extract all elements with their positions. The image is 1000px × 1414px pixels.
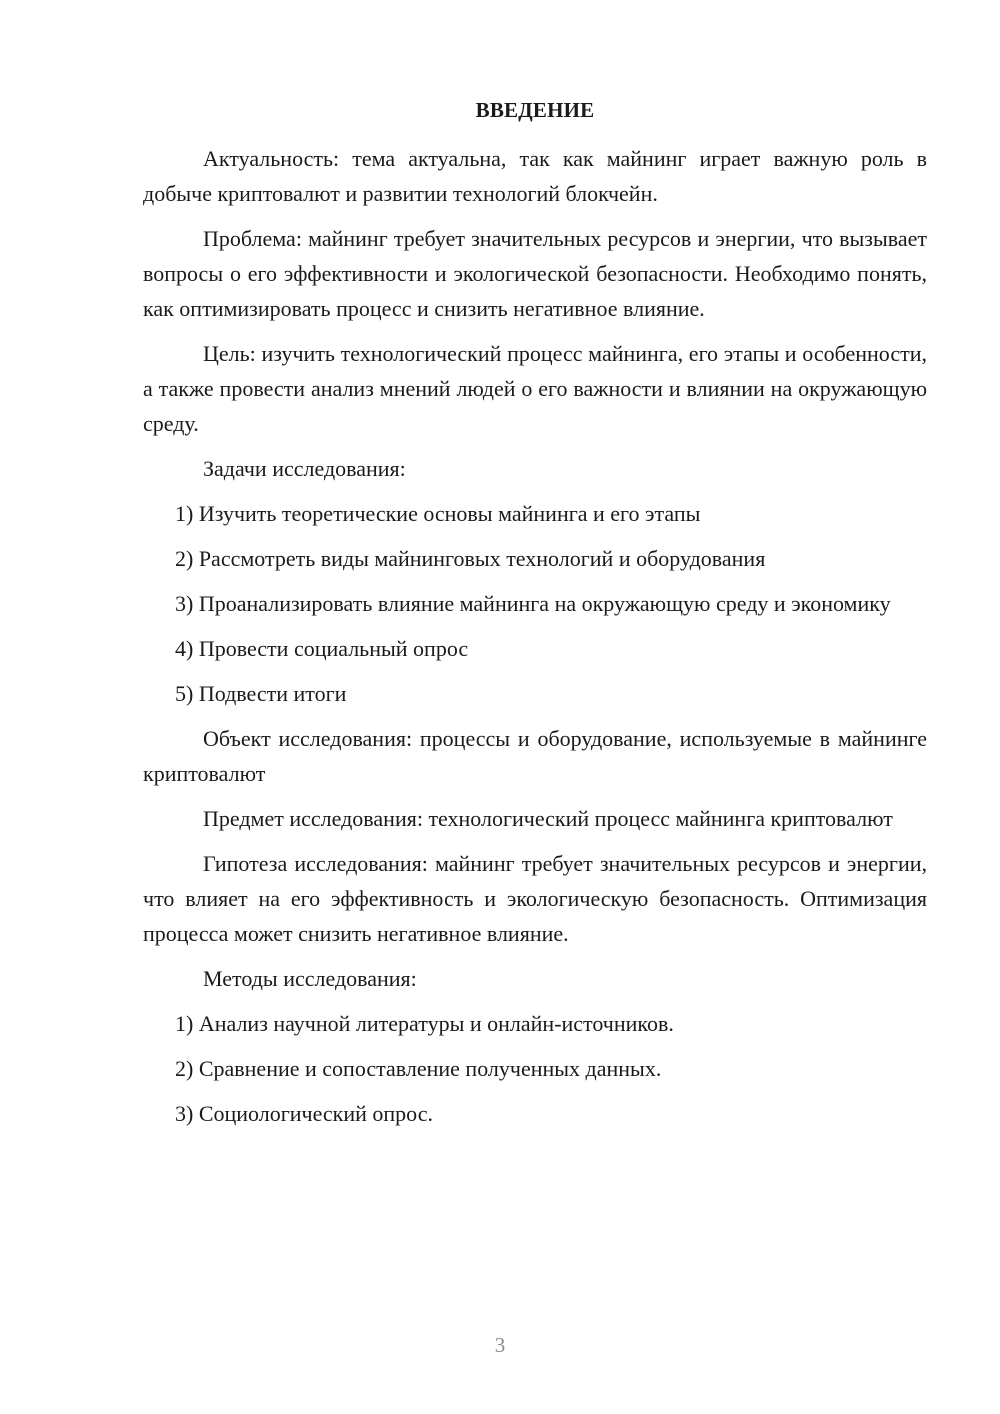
paragraph-relevance: Актуальность: тема актуальна, так как майнинг играет важную роль в добыче криптовалют и развитии технологий блокчейн. <box>143 146 927 206</box>
paragraph-problem: Проблема: майнинг требует значительных ресурсов и энергии, что вызывает вопросы о его эффективности и экологической безопасности. Необходимо понять, как оптимизировать процесс и снизить негативное влияние. <box>143 226 927 321</box>
method-item: 2) Сравнение и сопоставление полученных данных. <box>175 1056 662 1081</box>
task-item: 1) Изучить теоретические основы майнинга и его этапы <box>175 501 701 526</box>
paragraph-object: Объект исследования: процессы и оборудование, используемые в майнинге криптовалют <box>143 726 927 786</box>
section-title: ВВЕДЕНИЕ <box>475 98 595 122</box>
tasks-heading: Задачи исследования: <box>203 456 406 481</box>
paragraph-goal: Цель: изучить технологический процесс майнинга, его этапы и особенности, а также провести анализ мнений людей о его важности и влиянии на окружающую среду. <box>143 341 927 436</box>
task-item: 3) Проанализировать влияние майнинга на окружающую среду и экономику <box>175 591 891 616</box>
paragraph-hypothesis: Гипотеза исследования: майнинг требует значительных ресурсов и энергии, что влияет на его эффективность и экологическую безопасность. Оптимизация процесса может снизить негативное влияние. <box>143 851 927 946</box>
methods-heading: Методы исследования: <box>203 966 417 991</box>
page-number: 3 <box>494 1333 506 1357</box>
task-item: 2) Рассмотреть виды майнинговых технологий и оборудования <box>175 546 766 571</box>
method-item: 1) Анализ научной литературы и онлайн-источников. <box>175 1011 674 1036</box>
method-item: 3) Социологический опрос. <box>175 1101 433 1126</box>
page-content <box>143 94 927 1141</box>
task-item: 4) Провести социальный опрос <box>175 636 469 661</box>
task-item: 5) Подвести итоги <box>175 681 347 706</box>
paragraph-subject: Предмет исследования: технологический процесс майнинга криптовалют <box>203 806 893 831</box>
